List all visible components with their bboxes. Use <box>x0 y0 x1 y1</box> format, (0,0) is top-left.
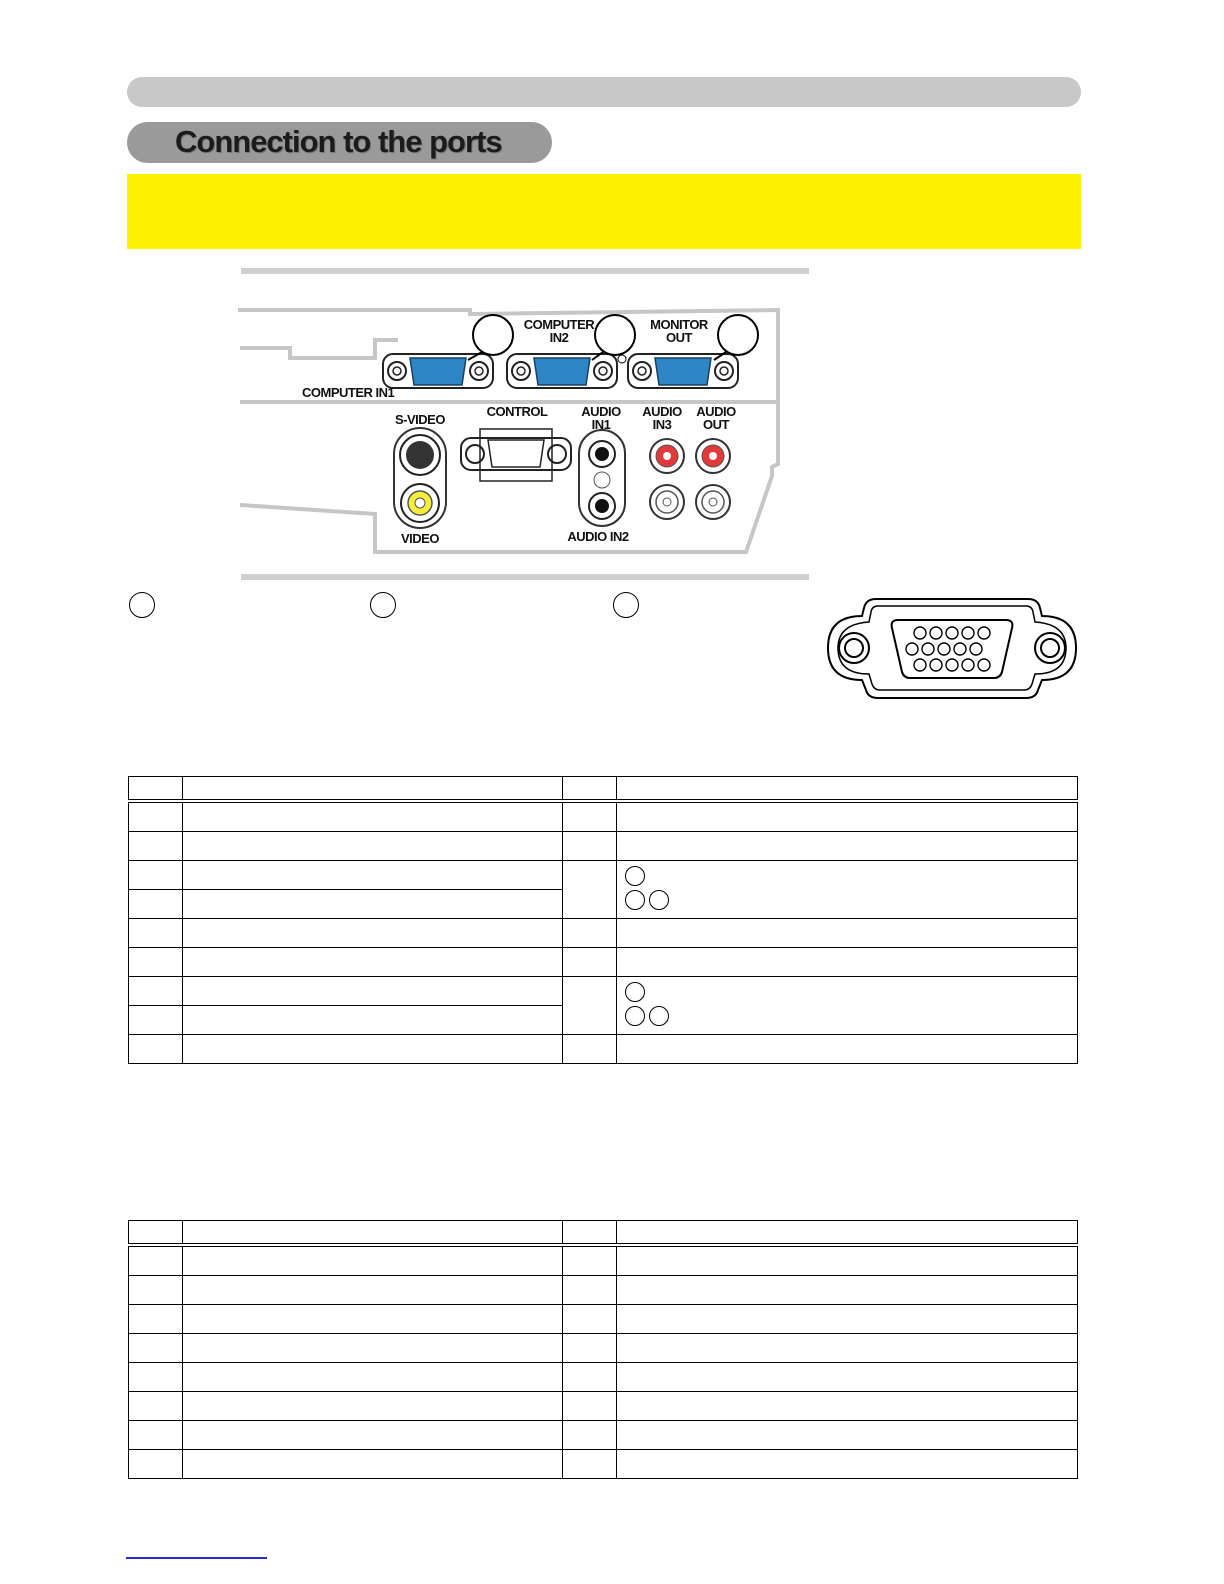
label-audio-out: AUDIO <box>696 404 736 419</box>
highlight-banner <box>127 174 1081 249</box>
audio-out-ports <box>696 439 730 519</box>
label-audio-in3-line2: IN3 <box>652 417 672 432</box>
pin-table-computer-in <box>128 776 1078 1064</box>
table-row <box>129 832 1078 861</box>
table-row <box>129 919 1078 948</box>
marker-circle <box>625 890 645 910</box>
marker-circle-3 <box>613 592 639 618</box>
audio-in3-ports <box>650 439 684 519</box>
note-cell <box>617 861 1078 919</box>
table-row <box>129 977 1078 1006</box>
table-row <box>129 1363 1078 1392</box>
rear-panel-diagram <box>230 262 820 592</box>
label-computer-in1: COMPUTER IN1 <box>302 385 395 400</box>
section-header <box>127 122 552 163</box>
computer-in2-port <box>507 354 617 388</box>
table-row <box>129 1305 1078 1334</box>
control-port <box>461 429 571 481</box>
label-audio-in1-line2: IN1 <box>591 417 611 432</box>
marker-circle <box>625 982 645 1002</box>
label-audio-in2: AUDIO IN2 <box>567 529 629 544</box>
table-row <box>129 1334 1078 1363</box>
marker-circle <box>649 1006 669 1026</box>
table-row <box>129 861 1078 890</box>
label-computer-in2: COMPUTER <box>523 317 595 332</box>
footer-link-underline[interactable] <box>126 1557 267 1559</box>
table-row <box>129 1245 1078 1276</box>
monitor-out-port <box>628 354 738 388</box>
table-row <box>129 1450 1078 1479</box>
label-audio-in3: AUDIO <box>642 404 682 419</box>
table-row <box>129 1035 1078 1064</box>
label-audio-out-line2: OUT <box>703 417 729 432</box>
table-row <box>129 801 1078 832</box>
label-video: VIDEO <box>401 531 439 546</box>
table-row <box>129 948 1078 977</box>
note-cell <box>617 977 1078 1035</box>
label-audio-in1: AUDIO <box>581 404 621 419</box>
label-computer-in2-line2: IN2 <box>549 330 569 345</box>
label-monitor-out-line2: OUT <box>666 330 692 345</box>
header-bar <box>127 77 1081 107</box>
marker-circle-2 <box>370 592 396 618</box>
pin-table-monitor-out <box>128 1220 1078 1479</box>
computer-in1-port <box>383 354 493 388</box>
label-monitor-out: MONITOR <box>650 317 708 332</box>
table-row <box>129 1276 1078 1305</box>
marker-circle <box>649 890 669 910</box>
label-control: CONTROL <box>486 404 548 419</box>
dsub15-connector-diagram <box>826 598 1078 702</box>
table-row <box>129 1421 1078 1450</box>
section-title: Connection to the ports <box>175 124 502 159</box>
marker-circle <box>625 1006 645 1026</box>
table-header-row <box>129 777 1078 802</box>
marker-circle <box>625 866 645 886</box>
table-header-row <box>129 1221 1078 1246</box>
table-row <box>129 1392 1078 1421</box>
label-s-video: S-VIDEO <box>395 412 445 427</box>
marker-circle-1 <box>129 592 155 618</box>
